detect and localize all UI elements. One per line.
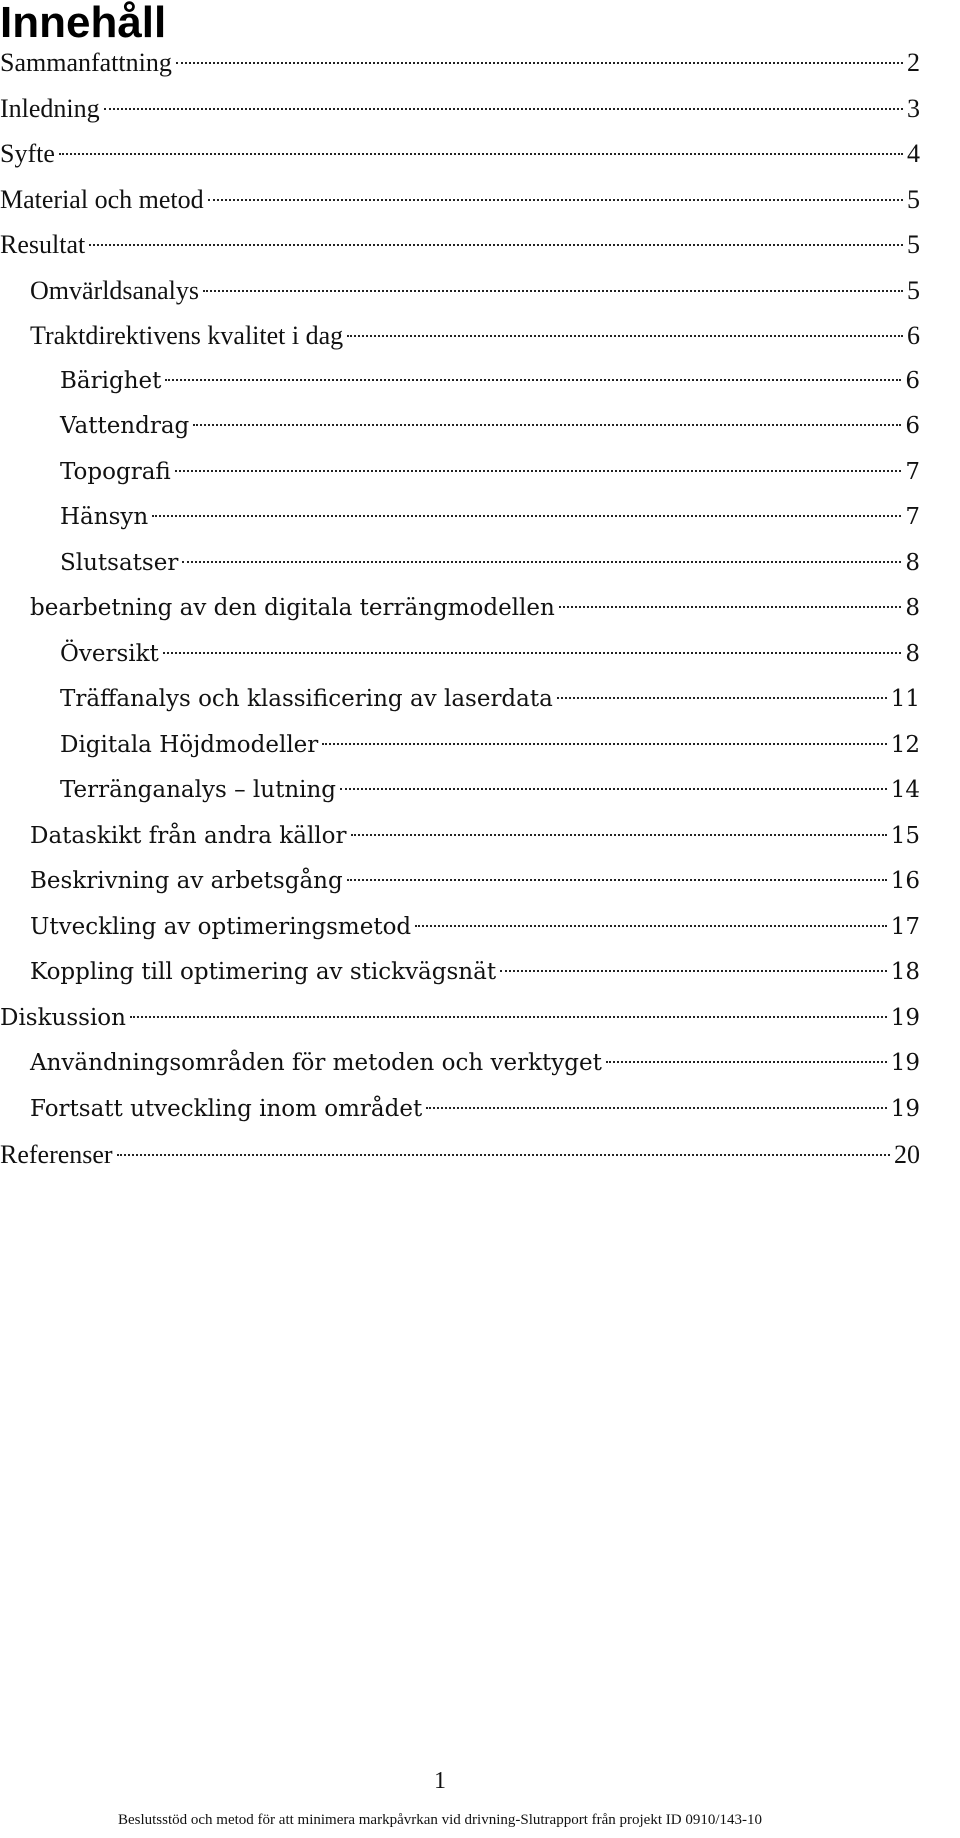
- toc-entry-page: 7: [905, 458, 920, 485]
- dot-leader: [415, 925, 887, 927]
- dot-leader: [559, 606, 902, 608]
- toc-entry-label: bearbetning av den digitala terrängmodellen: [30, 595, 555, 621]
- toc-entry-page: 2: [907, 48, 920, 77]
- toc-entry-slutsatser[interactable]: [0, 541, 920, 587]
- toc-entry-page: 18: [890, 959, 920, 985]
- dot-leader: [89, 244, 903, 246]
- toc-entry-bearbetning[interactable]: [0, 586, 920, 632]
- toc-entry-page: 19: [890, 1004, 920, 1031]
- dot-leader: [347, 879, 887, 881]
- toc-entry-label: Fortsatt utveckling inom området: [30, 1095, 423, 1122]
- toc-entry-page: 11: [890, 686, 920, 712]
- toc-entry-label: Traktdirektivens kvalitet i dag: [30, 321, 344, 350]
- dot-leader: [351, 834, 887, 836]
- toc-entry-page: 4: [907, 139, 920, 168]
- toc-entry-anvandningsomraden[interactable]: [0, 1041, 920, 1087]
- toc-entry-vattendrag[interactable]: [0, 404, 920, 450]
- toc-entry-traktdirektivens-kvalitet[interactable]: [0, 313, 920, 359]
- toc-entry-label: Inledning: [0, 93, 100, 123]
- toc-entry-digitala-hojdmodeller[interactable]: [0, 723, 920, 769]
- toc-entry-label: Slutsatser: [60, 549, 179, 576]
- dot-leader: [104, 108, 903, 110]
- dot-leader: [203, 290, 903, 292]
- toc-entry-page: 6: [905, 367, 920, 394]
- toc-entry-hansyn[interactable]: [0, 495, 920, 541]
- dot-leader: [557, 697, 887, 699]
- dot-leader: [130, 1016, 887, 1018]
- toc-entry-label: Koppling till optimering av stickvägsnät: [30, 959, 497, 985]
- toc-entry-page: 5: [907, 230, 920, 259]
- toc-entry-page: 19: [890, 1095, 920, 1122]
- dot-leader: [322, 743, 886, 745]
- dot-leader: [426, 1107, 887, 1109]
- toc-entry-syfte[interactable]: [0, 131, 920, 177]
- toc-entry-label: Sammanfattning: [0, 48, 172, 77]
- toc-entry-label: Bärighet: [60, 367, 162, 394]
- toc-entry-label: Omvärldsanalys: [30, 275, 199, 305]
- toc-entry-barighet[interactable]: [0, 359, 920, 405]
- toc-entry-page: 3: [907, 93, 920, 123]
- toc-entry-page: 20: [894, 1140, 920, 1169]
- toc-heading: Innehåll: [0, 0, 167, 47]
- toc-entry-koppling[interactable]: [0, 950, 920, 996]
- toc-entry-page: 16: [890, 868, 920, 894]
- dot-leader: [163, 652, 902, 654]
- toc-entry-label: Dataskikt från andra källor: [30, 822, 347, 849]
- toc-entry-page: 17: [890, 913, 920, 940]
- toc-entry-oversikt[interactable]: [0, 632, 920, 678]
- dot-leader: [606, 1061, 887, 1063]
- toc-entry-page: 7: [905, 504, 920, 530]
- toc-entry-referenser[interactable]: [0, 1132, 920, 1178]
- dot-leader: [59, 153, 903, 155]
- toc-entry-label: Resultat: [0, 230, 86, 259]
- page-number: 1: [434, 1768, 446, 1794]
- toc-entry-utveckling[interactable]: [0, 905, 920, 951]
- toc-entry-fortsatt-utveckling[interactable]: [0, 1087, 920, 1133]
- toc-entry-inledning[interactable]: [0, 86, 920, 132]
- toc-entry-label: Användningsområden för metoden och verktyget: [30, 1050, 602, 1076]
- toc-entry-traffanalys[interactable]: [0, 677, 920, 723]
- toc-entry-label: Terränganalys – lutning: [60, 777, 337, 803]
- dot-leader: [175, 470, 902, 472]
- dot-leader: [117, 1154, 890, 1156]
- dot-leader: [340, 788, 887, 790]
- page-footer: Beslutsstöd och metod för att minimera markpåvrkan vid drivning-Slutrapport från projekt ID 0910/143-10: [117, 1812, 763, 1828]
- toc-entry-diskussion[interactable]: [0, 996, 920, 1042]
- toc-entry-dataskikt[interactable]: [0, 814, 920, 860]
- toc-entry-label: Utveckling av optimeringsmetod: [30, 913, 412, 940]
- dot-leader: [500, 970, 887, 972]
- toc-entry-label: Material och metod: [0, 184, 204, 214]
- toc-entry-material-och-metod[interactable]: [0, 177, 920, 223]
- toc-entry-label: Träffanalys och klassificering av laserdata: [60, 686, 553, 712]
- toc-entry-label: Vattendrag: [60, 413, 190, 439]
- dot-leader: [152, 515, 901, 517]
- toc-entry-page: 6: [905, 413, 920, 439]
- toc-entry-label: Diskussion: [0, 1004, 126, 1031]
- toc-entry-label: Referenser: [0, 1140, 113, 1169]
- toc-entry-terranganalys[interactable]: [0, 768, 920, 814]
- toc-entry-page: 15: [890, 822, 920, 849]
- toc-entry-sammanfattning[interactable]: [0, 40, 920, 86]
- toc-entry-page: 14: [890, 777, 920, 803]
- toc-entry-label: Topografi: [60, 458, 171, 485]
- toc-entry-beskrivning[interactable]: [0, 859, 920, 905]
- toc-entry-label: Beskrivning av arbetsgång: [30, 868, 343, 894]
- dot-leader: [176, 62, 903, 64]
- toc-entry-page: 19: [890, 1050, 920, 1076]
- dot-leader: [165, 379, 901, 381]
- dot-leader: [193, 424, 901, 426]
- table-of-contents: [0, 40, 920, 1178]
- toc-entry-label: Syfte: [0, 139, 55, 168]
- toc-entry-page: 8: [905, 595, 920, 621]
- toc-entry-label: Digitala Höjdmodeller: [60, 731, 319, 758]
- toc-entry-topografi[interactable]: [0, 450, 920, 496]
- toc-entry-page: 6: [907, 321, 920, 350]
- toc-entry-omvarldsanalys[interactable]: [0, 268, 920, 314]
- toc-entry-page: 12: [890, 731, 920, 758]
- toc-entry-label: Hänsyn: [60, 504, 149, 530]
- dot-leader: [347, 335, 903, 337]
- toc-entry-page: 5: [907, 275, 920, 305]
- toc-entry-resultat[interactable]: [0, 222, 920, 268]
- dot-leader: [208, 199, 903, 201]
- toc-entry-page: 8: [905, 549, 920, 576]
- toc-entry-label: Översikt: [60, 640, 159, 667]
- toc-entry-page: 8: [905, 640, 920, 667]
- dot-leader: [182, 561, 901, 563]
- toc-entry-page: 5: [907, 184, 920, 214]
